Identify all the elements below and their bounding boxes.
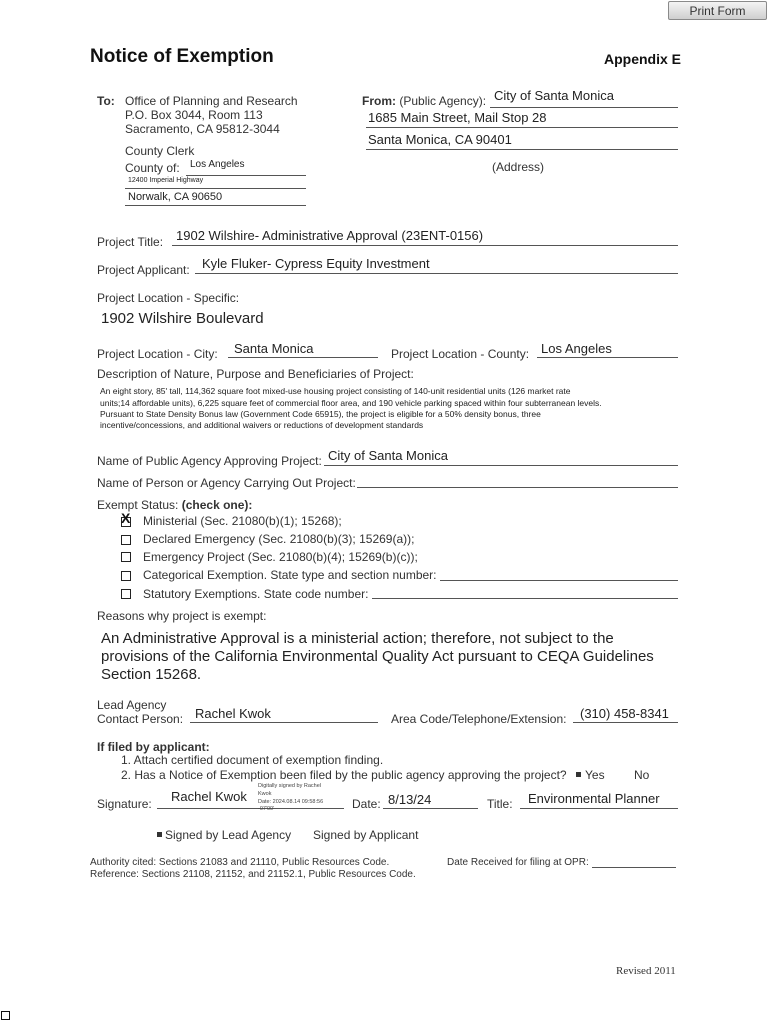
description-line-2[interactable]: units;14 affordable units), 6,225 square feet of commercial floor area, and 190 vehicle parking spaced within four subterranean levels. [100, 398, 602, 408]
project-city-field[interactable]: Santa Monica [234, 341, 314, 356]
title-field[interactable]: Environmental Planner [528, 791, 660, 806]
approving-agency-label: Name of Public Agency Approving Project: [97, 454, 322, 468]
print-form-button[interactable]: Print Form [668, 1, 767, 20]
ministerial-option-label: Ministerial (Sec. 21080(b)(1); 15268); [143, 514, 342, 528]
county-clerk-label: County Clerk [125, 144, 195, 158]
carrying-out-label: Name of Person or Agency Carrying Out Project: [97, 476, 356, 490]
contact-person-label: Contact Person: [97, 712, 184, 726]
date-label: Date: [352, 797, 381, 811]
revised-label: Revised 2011 [616, 965, 676, 977]
project-county-field[interactable]: Los Angeles [541, 341, 612, 356]
signature-label: Signature: [97, 797, 152, 811]
from-label-rest: (Public Agency): [399, 94, 487, 108]
ministerial-check-mark: X [121, 510, 131, 526]
project-location-specific-field[interactable]: 1902 Wilshire Boulevard [101, 310, 264, 327]
yes-label: Yes [585, 768, 605, 782]
reasons-line-1[interactable]: An Administrative Approval is a ministerial action; therefore, not subject to the [101, 630, 614, 647]
filed-item-2: 2. Has a Notice of Exemption been filed by the public agency approving the project? [121, 768, 567, 782]
from-address-line-2[interactable]: Santa Monica, CA 90401 [368, 132, 512, 147]
description-line-4[interactable]: incentive/concessions, and additional waivers or reductions of development standards [100, 420, 424, 430]
lead-agency-label: Lead Agency [97, 698, 167, 712]
filed-item-1: 1. Attach certified document of exemption finding. [121, 753, 384, 767]
signed-by-lead-agency-checkbox[interactable] [157, 832, 162, 837]
opr-line-3: Sacramento, CA 95812-3044 [125, 122, 280, 136]
appendix-label: Appendix E [604, 51, 682, 67]
from-agency-field[interactable]: City of Santa Monica [494, 88, 614, 103]
exempt-status-text: Exempt Status: [97, 498, 179, 512]
declared-emergency-label: Declared Emergency (Sec. 21080(b)(3); 15269(a)); [143, 532, 415, 546]
date-received-label: Date Received for filing at OPR: [447, 857, 589, 868]
contact-person-field[interactable]: Rachel Kwok [195, 706, 271, 721]
from-address-line-1[interactable]: 1685 Main Street, Mail Stop 28 [368, 110, 547, 125]
digital-signature-line-2: Kwok [258, 791, 272, 797]
emergency-project-checkbox[interactable] [121, 552, 131, 562]
date-field[interactable]: 8/13/24 [388, 792, 432, 807]
project-county-label: Project Location - County: [391, 347, 530, 361]
address-caption: (Address) [492, 160, 545, 174]
signature-name[interactable]: Rachel Kwok [171, 789, 247, 804]
statutory-exemption-label: Statutory Exemptions. State code number: [143, 587, 369, 601]
project-title-field[interactable]: 1902 Wilshire- Administrative Approval (23ENT-0156) [176, 228, 484, 243]
digital-signature-line-4: -07'00' [258, 806, 275, 812]
approving-agency-field[interactable]: City of Santa Monica [328, 448, 448, 463]
project-applicant-field[interactable]: Kyle Fluker- Cypress Equity Investment [202, 256, 430, 271]
description-line-1[interactable]: An eight story, 85' tall, 114,362 square foot mixed-use housing project consisting of 140-unit residential units (126 market rate [100, 386, 571, 396]
title-label: Title: [487, 797, 513, 811]
opr-line-2: P.O. Box 3044, Room 113 [125, 108, 263, 122]
filed-by-applicant-heading: If filed by applicant: [97, 740, 210, 754]
categorical-exemption-label: Categorical Exemption. State type and section number: [143, 568, 437, 582]
statutory-exemption-checkbox[interactable] [121, 589, 131, 599]
reasons-label: Reasons why project is exempt: [97, 609, 267, 623]
from-label-bold: From: [362, 94, 396, 108]
check-one-text: (check one): [181, 498, 253, 512]
signed-by-applicant-label: Signed by Applicant [313, 828, 419, 842]
phone-label: Area Code/Telephone/Extension: [391, 712, 567, 726]
to-label: To: [97, 94, 115, 108]
description-line-3[interactable]: Pursuant to State Density Bonus law (Government Code 65915), the project is eligible for a 50% density bonus, three [100, 409, 541, 419]
county-of-label: County of: [125, 161, 180, 175]
reference-sections: Reference: Sections 21108, 21152, and 21152.1, Public Resources Code. [90, 869, 416, 880]
no-label: No [634, 768, 650, 782]
reasons-line-2[interactable]: provisions of the California Environmental Quality Act pursuant to CEQA Guidelines [101, 648, 654, 665]
authority-cited: Authority cited: Sections 21083 and 21110, Public Resources Code. [90, 857, 390, 868]
project-city-label: Project Location - City: [97, 347, 218, 361]
digital-signature-line-3: Date: 2024.08.14 09:58:56 [258, 799, 324, 805]
page-corner-box [1, 1011, 10, 1020]
county-of-field[interactable]: Los Angeles [190, 159, 245, 170]
reasons-line-3[interactable]: Section 15268. [101, 666, 202, 683]
project-applicant-label: Project Applicant: [97, 263, 190, 277]
description-label: Description of Nature, Purpose and Beneficiaries of Project: [97, 367, 414, 381]
from-label [362, 94, 486, 108]
emergency-project-label: Emergency Project (Sec. 21080(b)(4); 15269(b)(c)); [143, 550, 418, 564]
page-title: Notice of Exemption [90, 46, 274, 67]
county-address-line-2[interactable]: Norwalk, CA 90650 [128, 191, 223, 203]
county-address-line-1[interactable]: 12400 Imperial Highway [128, 177, 204, 184]
project-title-label: Project Title: [97, 235, 164, 249]
signed-by-lead-agency-label: Signed by Lead Agency [165, 828, 292, 842]
categorical-exemption-checkbox[interactable] [121, 571, 131, 581]
yes-checkbox[interactable] [576, 772, 581, 777]
opr-line-1: Office of Planning and Research [125, 94, 298, 108]
phone-field[interactable]: (310) 458-8341 [580, 706, 669, 721]
digital-signature-line-1: Digitally signed by Rachel [258, 783, 321, 789]
project-location-specific-label: Project Location - Specific: [97, 291, 240, 305]
declared-emergency-checkbox[interactable] [121, 535, 131, 545]
